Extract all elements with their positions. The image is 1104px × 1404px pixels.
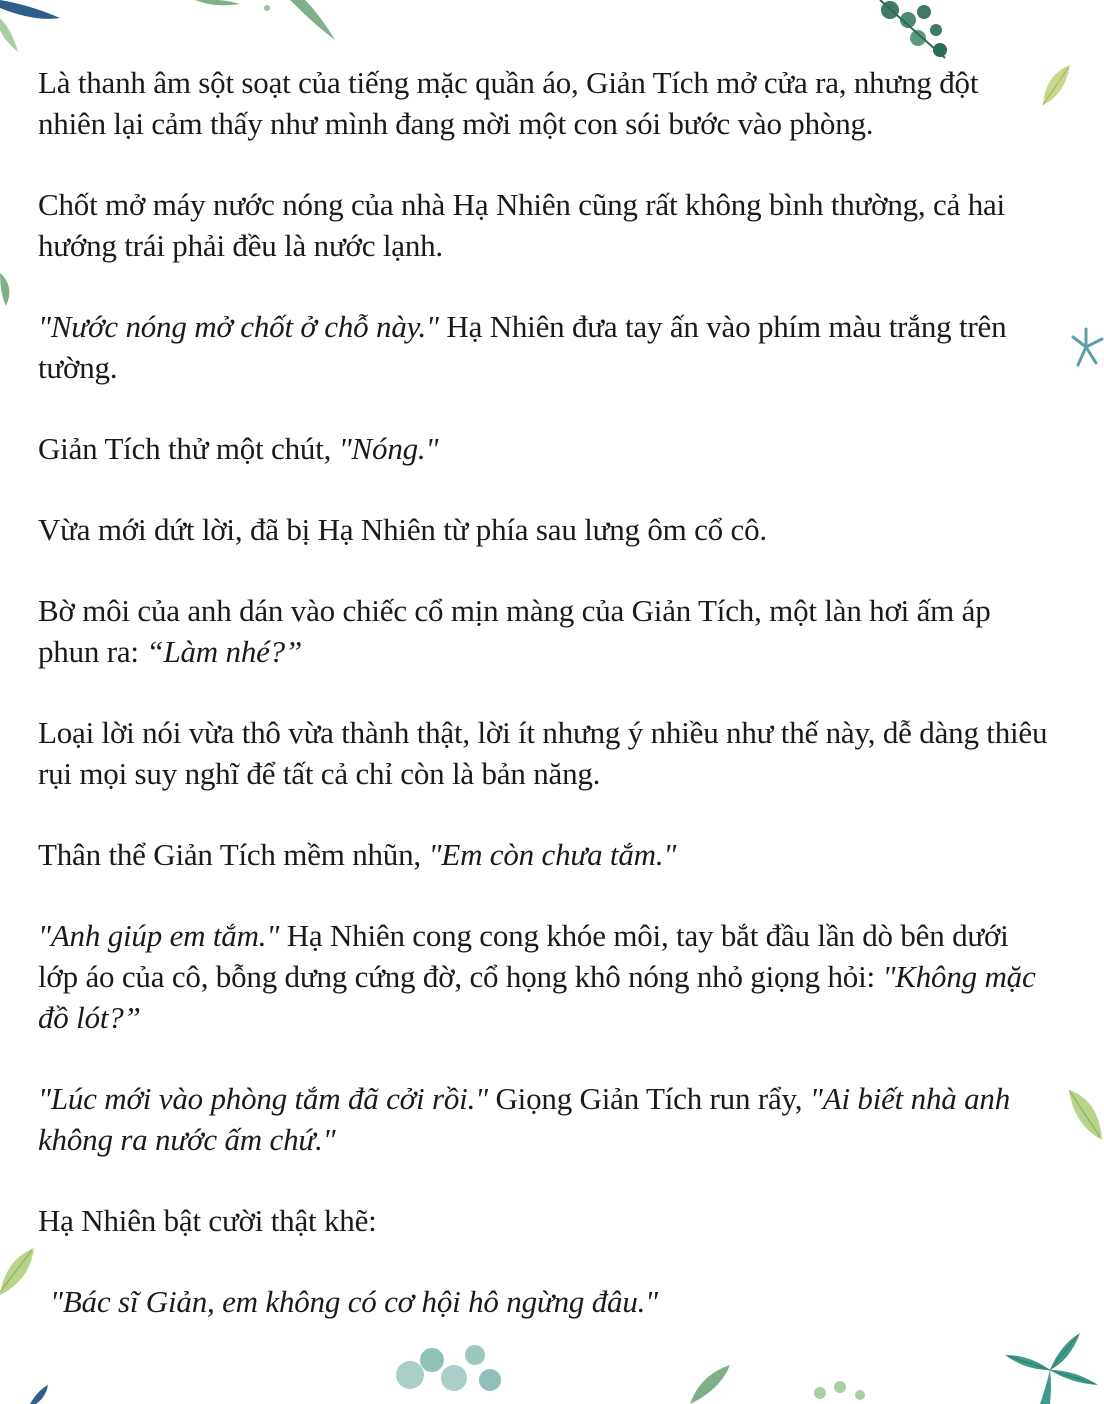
leaf-top-right-icon: [860, 0, 960, 62]
leaf-top-left-icon: [0, 0, 70, 60]
paragraph: [38, 1200, 1048, 1241]
paragraph-text: Là thanh âm sột soạt của tiếng mặc quần áo, Giản Tích mở cửa ra, nhưng đột nhiên lại cảm thấy như mình đang mời một con sói bước vào phòng.: [38, 65, 979, 141]
paragraph-text: Giản Tích thử một chút,: [38, 431, 339, 466]
leaf-bottom-left-icon: [0, 1385, 50, 1404]
dialogue-text: "Không mặc đồ lót?”: [38, 959, 1036, 1035]
sprig-bottom-right-icon: [800, 1375, 880, 1404]
paragraph-text: Thân thể Giản Tích mềm nhũn,: [38, 837, 429, 872]
paragraph-text: Hạ Nhiên bật cười thật khẽ:: [38, 1203, 377, 1238]
dialogue-text: "Ai biết nhà anh không ra nước ấm chứ.": [38, 1081, 1010, 1157]
paragraph-text: Chốt mở máy nước nóng của nhà Hạ Nhiên cũng rất không bình thường, cả hai hướng trái phải đều là nước lạnh.: [38, 187, 1005, 263]
paragraph-text: Hạ Nhiên đưa tay ấn vào phím màu trắng trên tường.: [38, 309, 1007, 385]
leaf-right-lower-icon: [1064, 1085, 1104, 1145]
paragraph: [38, 834, 1048, 875]
paragraph: [50, 1281, 1048, 1322]
paragraph-text: Hạ Nhiên cong cong khóe môi, tay bắt đầu lần dò bên dưới lớp áo của cô, bỗng dưng cứng đờ, cổ họng khô nóng nhỏ giọng hỏi:: [38, 918, 1009, 994]
paragraph: [38, 306, 1048, 388]
paragraph: [38, 428, 1048, 469]
paragraph: [38, 1078, 1048, 1160]
paragraph: [38, 590, 1048, 672]
dialogue-text: "Nóng.": [338, 431, 439, 466]
paragraph-text: Vừa mới dứt lời, đã bị Hạ Nhiên từ phía sau lưng ôm cổ cô.: [38, 512, 767, 547]
paragraph: [38, 62, 1048, 144]
dialogue-text: “Làm nhé?”: [146, 634, 303, 669]
paragraph: [38, 712, 1048, 794]
paragraph-text: Loại lời nói vừa thô vừa thành thật, lời ít nhưng ý nhiều như thế này, dễ dàng thiêu rụi mọi suy nghĩ để tất cả chỉ còn là bản năng.: [38, 715, 1048, 791]
dialogue-text: "Lúc mới vào phòng tắm đã cởi rồi.": [38, 1081, 488, 1116]
dialogue-text: "Nước nóng mở chốt ở chỗ này.": [38, 309, 439, 344]
star-flower-right-icon: [1068, 325, 1104, 369]
leaf-top-center-icon: [195, 0, 345, 45]
story-text: [38, 62, 1048, 1362]
paragraph: [38, 509, 1048, 550]
paragraph: [38, 184, 1048, 266]
leaf-left-lower-icon: [0, 1220, 36, 1300]
leaf-left-mid-icon: [0, 268, 20, 308]
dialogue-text: "Em còn chưa tắm.": [428, 837, 677, 872]
paragraph-text: Bờ môi của anh dán vào chiếc cổ mịn màng của Giản Tích, một làn hơi ấm áp phun ra:: [38, 593, 991, 669]
dialogue-text: "Anh giúp em tắm.": [38, 918, 280, 953]
paragraph: [38, 915, 1048, 1038]
dialogue-text: "Bác sĩ Giản, em không có cơ hội hô ngừng đâu.": [50, 1284, 658, 1319]
paragraph-text: Giọng Giản Tích run rẩy,: [487, 1081, 810, 1116]
